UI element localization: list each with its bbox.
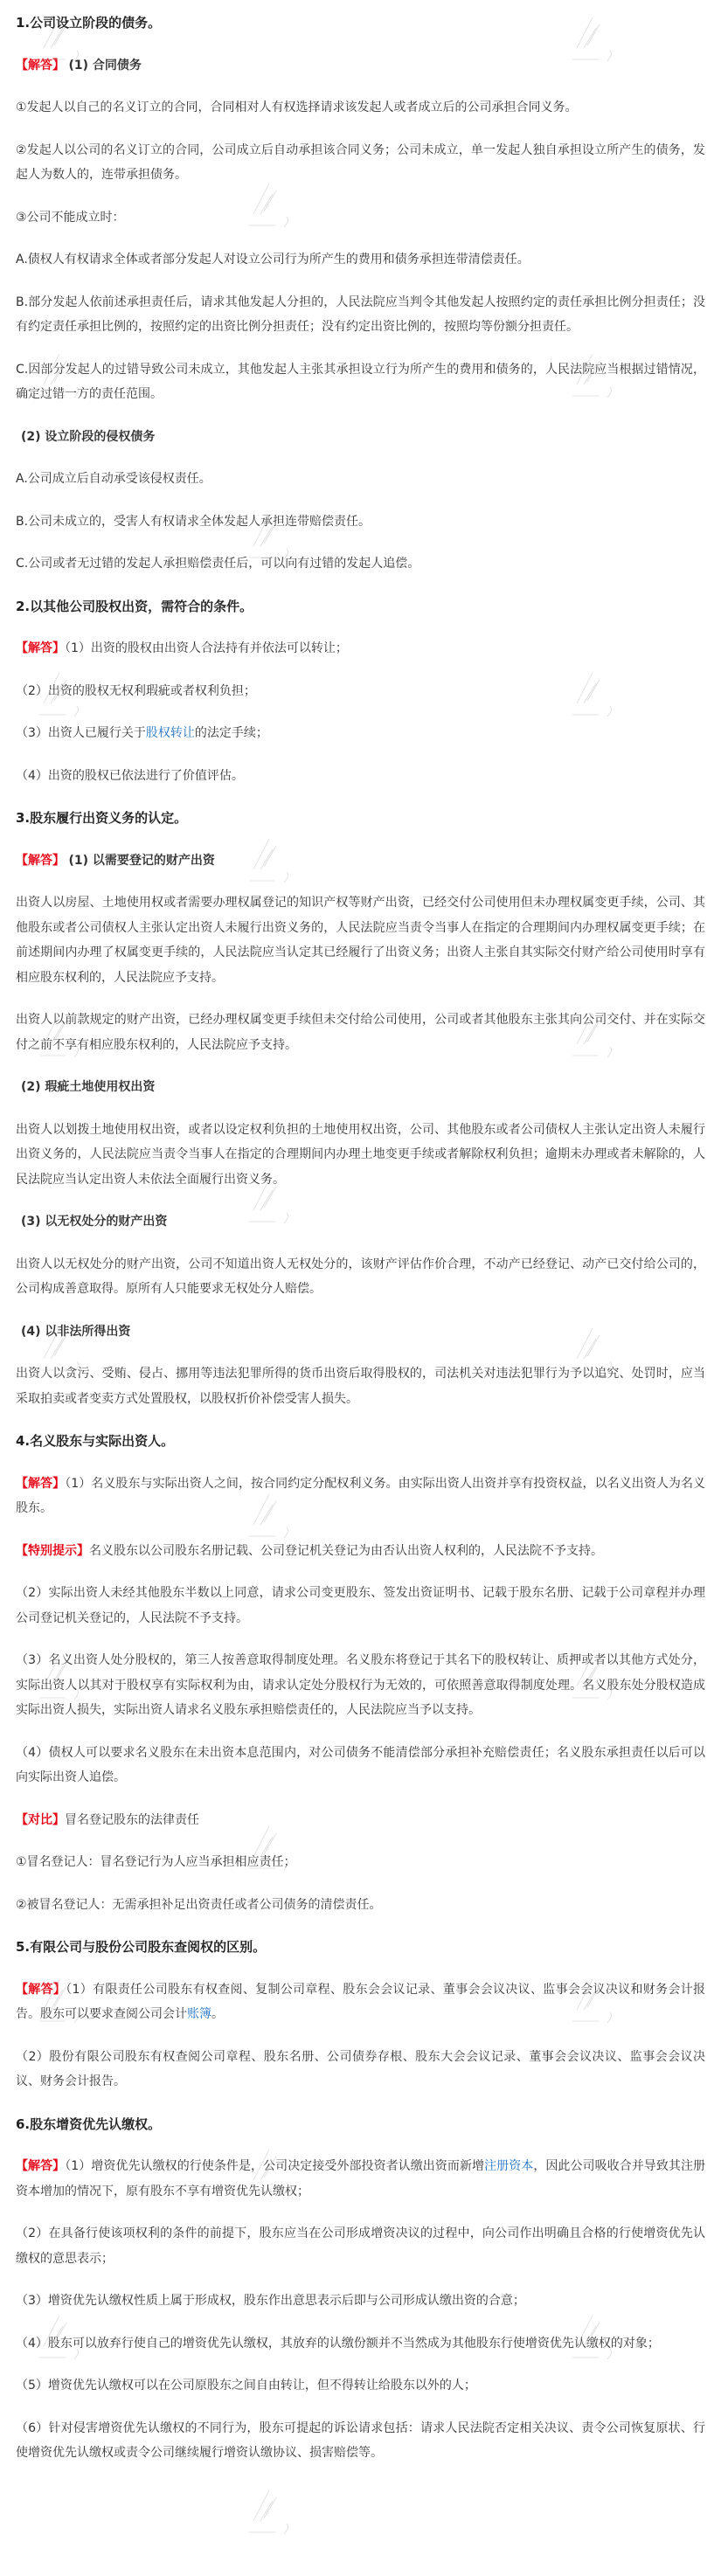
answer-heading <box>16 848 705 874</box>
paragraph <box>16 1539 705 1564</box>
link-registered-capital[interactable]: 注册资本 <box>484 2159 534 2173</box>
paragraph: A.公司成立后自动承受该侵权责任。 <box>16 472 211 486</box>
paragraph: （3）增资优先认缴权性质上属于形成权，股东作出意思表示后即与公司形成认缴出资的合意； <box>16 2294 525 2308</box>
paragraph-text: 。 <box>211 2007 224 2021</box>
paragraph: （2）出资的股权无权利瑕疵或者权利负担； <box>16 683 256 698</box>
paragraph: 出资人以无权处分的财产出资，公司不知道出资人无权处分的，该财产评估作价合理，不动产已经登记、动产已交付给公司的，公司构成善意取得。原所有人只能要求无权处分人赔偿。 <box>16 1257 705 1296</box>
subheading: (1) 以需要登记的财产出资 <box>68 853 215 868</box>
section-title-3: 3.股东履行出资义务的认定。 <box>16 810 188 826</box>
answer-tag: 【解答】 <box>16 58 65 73</box>
section-title-6: 6.股东增资优先认缴权。 <box>16 2116 162 2132</box>
paragraph: （2）在具备行使该项权利的条件的前提下，股东应当在公司形成增资决议的过程中，向公司作出明确且合格的行使增资优先认缴权的意思表示； <box>16 2226 705 2266</box>
answer-tag: 【解答】 <box>16 641 65 655</box>
subheading: (2) 设立阶段的侵权债务 <box>21 429 156 444</box>
paragraph-text: 的法定手续； <box>194 726 268 740</box>
paragraph: 出资人以贪污、受贿、侵占、挪用等违法犯罪所得的货币出资后取得股权的，司法机关对违法犯罪行为予以追究、处罚时，应当采取拍卖或者变卖方式处置股权，以股权折价补偿受害人损失。 <box>16 1367 705 1406</box>
paragraph-text: 名义股东以公司股东名册记载、公司登记机关登记为由否认出资人权利的，人民法院不予支持。 <box>89 1543 603 1558</box>
paragraph: 出资人以房屋、土地使用权或者需要办理权属登记的知识产权等财产出资，已经交付公司使用但未办理权属变更手续，公司、其他股东或者公司债权人主张认定出资人未履行出资义务的，人民法院应当责令当事人在指定的合理期间内办理权属变更手续；在前述期间内办理了权属变更手续的，人民法院应当认定其已经履行了出资义务；出资人主张自其实际交付财产给公司使用时享有相应股东权利的，人民法院应予支持。 <box>16 896 705 985</box>
paragraph: （5）增资优先认缴权可以在公司原股东之间自由转让，但不得转让给股东以外的人； <box>16 2379 476 2392</box>
paragraph <box>16 721 705 746</box>
paragraph: 出资人以前款规定的财产出资，已经办理权属变更手续但未交付给公司使用，公司或者其他股东主张其向公司交付、并在实际交付之前不享有相应股东权利的，人民法院应予支持。 <box>16 1013 705 1052</box>
paragraph: （4）股东可以放弃行使自己的增资优先认缴权，其放弃的认缴份额并不当然成为其他股东行使增资优先认缴权的对象； <box>16 2336 660 2351</box>
section-title-2: 2.以其他公司股权出资，需符合的条件。 <box>16 598 253 614</box>
paragraph: ②被冒名登记人：无需承担补足出资责任或者公司债务的清偿责任。 <box>16 1897 382 1912</box>
paragraph: （4）出资的股权已依法进行了价值评估。 <box>16 768 244 783</box>
paragraph <box>16 2154 705 2204</box>
watermark-icon <box>245 2482 315 2552</box>
subheading: (2) 瑕疵土地使用权出资 <box>21 1080 156 1094</box>
answer-tag: 【解答】 <box>16 2159 66 2173</box>
paragraph <box>16 1977 705 2027</box>
paragraph: （4）债权人可以要求名义股东在未出资本息范围内，对公司债务不能清偿部分承担补充赔偿责任；名义股东承担责任以后可以向实际出资人追偿。 <box>16 1745 705 1784</box>
subheading: (4) 以非法所得出资 <box>21 1324 131 1339</box>
answer-tag: 【解答】 <box>16 853 65 868</box>
answer-tag: 【解答】 <box>16 1982 66 1997</box>
subheading: (3) 以无权处分的财产出资 <box>21 1215 168 1229</box>
paragraph: C.因部分发起人的过错导致公司未成立，其他发起人主张其承担设立行为所产生的费用和债务的，人民法院应当根据过错情况，确定过错一方的责任范围。 <box>16 362 705 401</box>
link-account-books[interactable]: 账簿 <box>187 2007 211 2021</box>
paragraph-text: ，因此公司吸收合并导致其注册资本增加的情况下，原有股东不享有增资优先认缴权； <box>16 2159 706 2199</box>
section-title-4: 4.名义股东与实际出资人。 <box>16 1433 175 1449</box>
paragraph: 出资人以划拨土地使用权出资，或者以设定权利负担的土地使用权出资，公司、其他股东或者公司债权人主张认定出资人未履行出资义务的，人民法院应当责令当事人在指定的合理期间内办理土地变更手续或者解除权利负担；逾期未办理或者未解除的，人民法院应当认定出资人未依法全面履行出资义务。 <box>16 1122 705 1187</box>
link-equity-transfer[interactable]: 股权转让 <box>145 726 195 740</box>
paragraph: C.公司或者无过错的发起人承担赔偿责任后，可以向有过错的发起人追偿。 <box>16 557 420 571</box>
paragraph <box>16 636 705 661</box>
paragraph: （2）股份有限公司股东有权查阅公司章程、股东名册、公司债券存根、股东大会会议记录、董事会会议决议、监事会会议决议、财务会计报告。 <box>16 2049 705 2088</box>
paragraph <box>16 1472 705 1521</box>
paragraph-text: （1）增资优先认缴权的行使条件是，公司决定接受外部投资者认缴出资而新增 <box>65 2159 485 2173</box>
section-title-5: 5.有限公司与股份公司股东查阅权的区别。 <box>16 1939 267 1955</box>
paragraph: （3）名义出资人处分股权的，第三人按善意取得制度处理。名义股东将登记于其名下的股权转让、质押或者以其他方式处分，实际出资人以其对于股权享有实际权利为由，请求认定处分股权行为无效的，可依照善意取得制度处理。名义股东处分股权造成实际出资人损失，实际出资人请求名义股东承担赔偿责任的，人民法院应当予以支持。 <box>16 1653 705 1717</box>
answer-tag: 【解答】 <box>16 1476 66 1491</box>
paragraph: B.部分发起人依前述承担责任后，请求其他发起人分担的，人民法院应当判令其他发起人按照约定的责任承担比例分担责任；没有约定责任承担比例的，按照约定的出资比例分担责任；没有约定出资比例的，按照均等份额分担责任。 <box>16 294 705 334</box>
paragraph: ②发起人以公司的名义订立的合同，公司成立后自动承担该合同义务；公司未成立，单一发起人独自承担设立所产生的债务，发起人为数人的，连带承担债务。 <box>16 142 705 182</box>
section-title-1: 1.公司设立阶段的债务。 <box>16 15 162 31</box>
answer-heading <box>16 53 705 79</box>
paragraph: ①发起人以自己的名义订立的合同，合同相对人有权选择请求该发起人或者成立后的公司承担合同义务。 <box>16 100 578 114</box>
paragraph: A.债权人有权请求全体或者部分发起人对设立公司行为所产生的费用和债务承担连带清偿责任。 <box>16 253 530 267</box>
paragraph <box>16 1808 705 1833</box>
paragraph: B.公司未成立的，受害人有权请求全体发起人承担连带赔偿责任。 <box>16 514 371 529</box>
subheading: (1) 合同债务 <box>68 58 142 73</box>
paragraph: （6）针对侵害增资优先认缴权的不同行为，股东可提起的诉讼请求包括：请求人民法院否定相关决议、责令公司恢复原状、行使增资优先认缴权或责令公司继续履行增资认缴协议、损害赔偿等。 <box>16 2420 705 2460</box>
paragraph-text: 冒名登记股东的法律责任 <box>65 1812 199 1827</box>
special-note-tag: 【特别提示】 <box>16 1543 89 1558</box>
paragraph-text: （1）有限责任公司股东有权查阅、复制公司章程、股东会会议记录、董事会会议决议、监事会会议决议和财务会计报告。股东可以要求查阅公司会计 <box>16 1982 706 2021</box>
paragraph-text: （1）出资的股权由出资人合法持有并依法可以转让； <box>65 641 348 655</box>
paragraph-text: （3）出资人已履行关于 <box>16 726 146 740</box>
paragraph: ③公司不能成立时： <box>16 210 125 225</box>
paragraph-text: （1）名义股东与实际出资人之间，按合同约定分配权利义务。由实际出资人出资并享有投资权益，以名义出资人为名义股东。 <box>16 1476 706 1515</box>
paragraph: （2）实际出资人未经其他股东半数以上同意，请求公司变更股东、签发出资证明书、记载于股东名册、记载于公司章程并办理公司登记机关登记的，人民法院不予支持。 <box>16 1586 705 1625</box>
paragraph: ①冒名登记人：冒名登记行为人应当承担相应责任； <box>16 1855 296 1869</box>
compare-tag: 【对比】 <box>16 1812 65 1827</box>
